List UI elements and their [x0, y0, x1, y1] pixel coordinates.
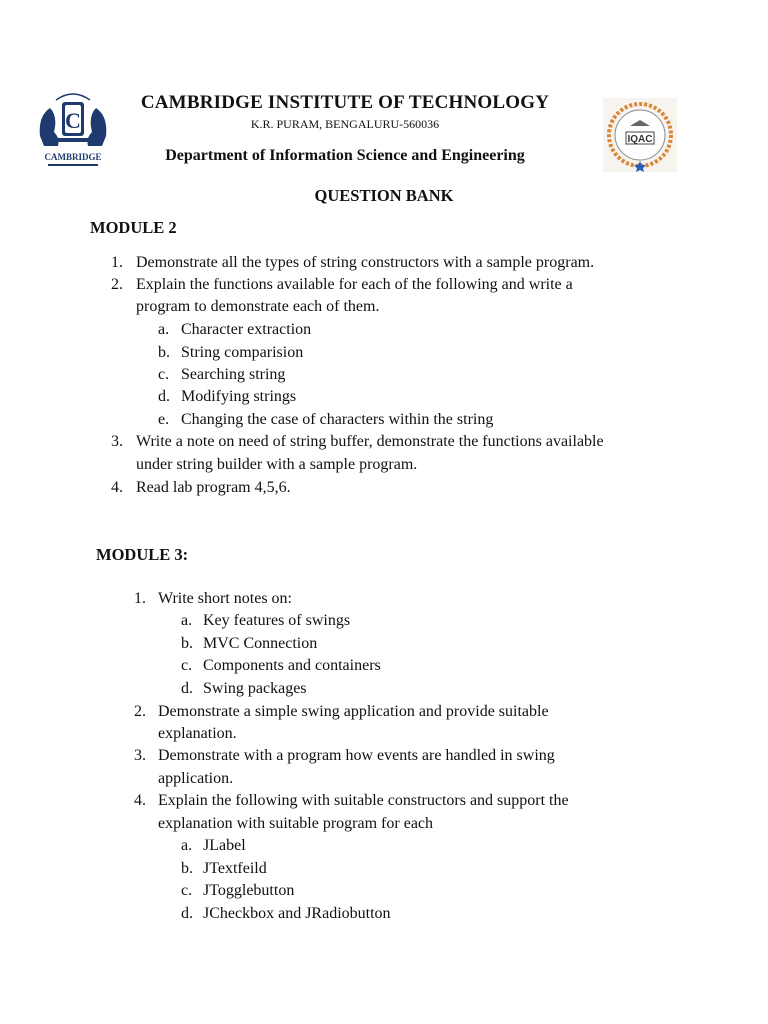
question-text: Write short notes on:	[158, 590, 292, 607]
document-title: QUESTION BANK	[314, 186, 454, 205]
question-text: Explain the following with suitable constructors and support the	[158, 792, 569, 809]
list-item: 3.	[111, 433, 123, 450]
institute-name: CAMBRIDGE INSTITUTE OF TECHNOLOGY	[140, 92, 550, 113]
question-text: Write a note on need of string buffer, demonstrate the functions available	[136, 433, 604, 450]
sub-item-label: d.	[181, 680, 193, 697]
list-item: 4.	[111, 479, 123, 496]
sub-item-label: c.	[158, 366, 170, 383]
sub-item-label: b.	[181, 635, 193, 652]
svg-text:IQAC: IQAC	[627, 134, 653, 145]
sub-item-label: c.	[181, 657, 193, 674]
list-item: 4.	[134, 792, 146, 809]
sub-item-text: JLabel	[203, 837, 246, 854]
question-text: program to demonstrate each of them.	[136, 298, 380, 315]
sub-item-text: Key features of swings	[203, 612, 351, 629]
sub-item-text: Changing the case of characters within the string	[181, 411, 494, 428]
question-text: under string builder with a sample program.	[136, 456, 418, 473]
department-name: Department of Information Science and Engineering	[165, 147, 525, 164]
sub-item-label: a.	[158, 321, 170, 338]
list-item: 1.	[134, 590, 146, 607]
question-text: Demonstrate all the types of string constructors with a sample program.	[136, 254, 595, 271]
sub-item-label: b.	[158, 344, 170, 361]
sub-item-text: MVC Connection	[203, 635, 318, 652]
list-item: 1.	[111, 254, 123, 271]
sub-item-text: JTogglebutton	[203, 882, 295, 899]
sub-item-label: b.	[181, 860, 193, 877]
sub-item-text: String comparision	[181, 344, 304, 361]
sub-item-label: c.	[181, 882, 193, 899]
sub-item-label: d.	[158, 388, 170, 405]
question-text: Explain the functions available for each of the following and write a	[136, 276, 573, 293]
question-text: explanation.	[158, 725, 237, 742]
sub-item-text: Searching string	[181, 366, 286, 383]
sub-item-text: JCheckbox and JRadiobutton	[203, 905, 391, 922]
sub-item-text: Swing packages	[203, 680, 307, 697]
module3-heading: MODULE 3:	[96, 545, 189, 564]
svg-text:C: C	[65, 108, 81, 133]
svg-text:CAMBRIDGE: CAMBRIDGE	[44, 152, 102, 162]
question-text: application.	[158, 770, 234, 787]
question-text: Demonstrate with a program how events are handled in swing	[158, 747, 555, 764]
sub-item-text: Components and containers	[203, 657, 381, 674]
institute-address: K.R. PURAM, BENGALURU-560036	[250, 117, 440, 131]
question-text: explanation with suitable program for each	[158, 815, 434, 832]
list-item: 2.	[134, 703, 146, 720]
question-text: Demonstrate a simple swing application and provide suitable	[158, 703, 549, 720]
sub-item-label: e.	[158, 411, 170, 428]
question-text: Read lab program 4,5,6.	[136, 479, 291, 496]
module2-heading: MODULE 2	[90, 218, 177, 237]
sub-item-text: Modifying strings	[181, 388, 297, 405]
list-item: 2.	[111, 276, 123, 293]
sub-item-text: JTextfeild	[203, 860, 267, 877]
sub-item-label: d.	[181, 905, 193, 922]
sub-item-label: a.	[181, 837, 193, 854]
sub-item-label: a.	[181, 612, 193, 629]
sub-item-text: Character extraction	[181, 321, 312, 338]
list-item: 3.	[134, 747, 146, 764]
